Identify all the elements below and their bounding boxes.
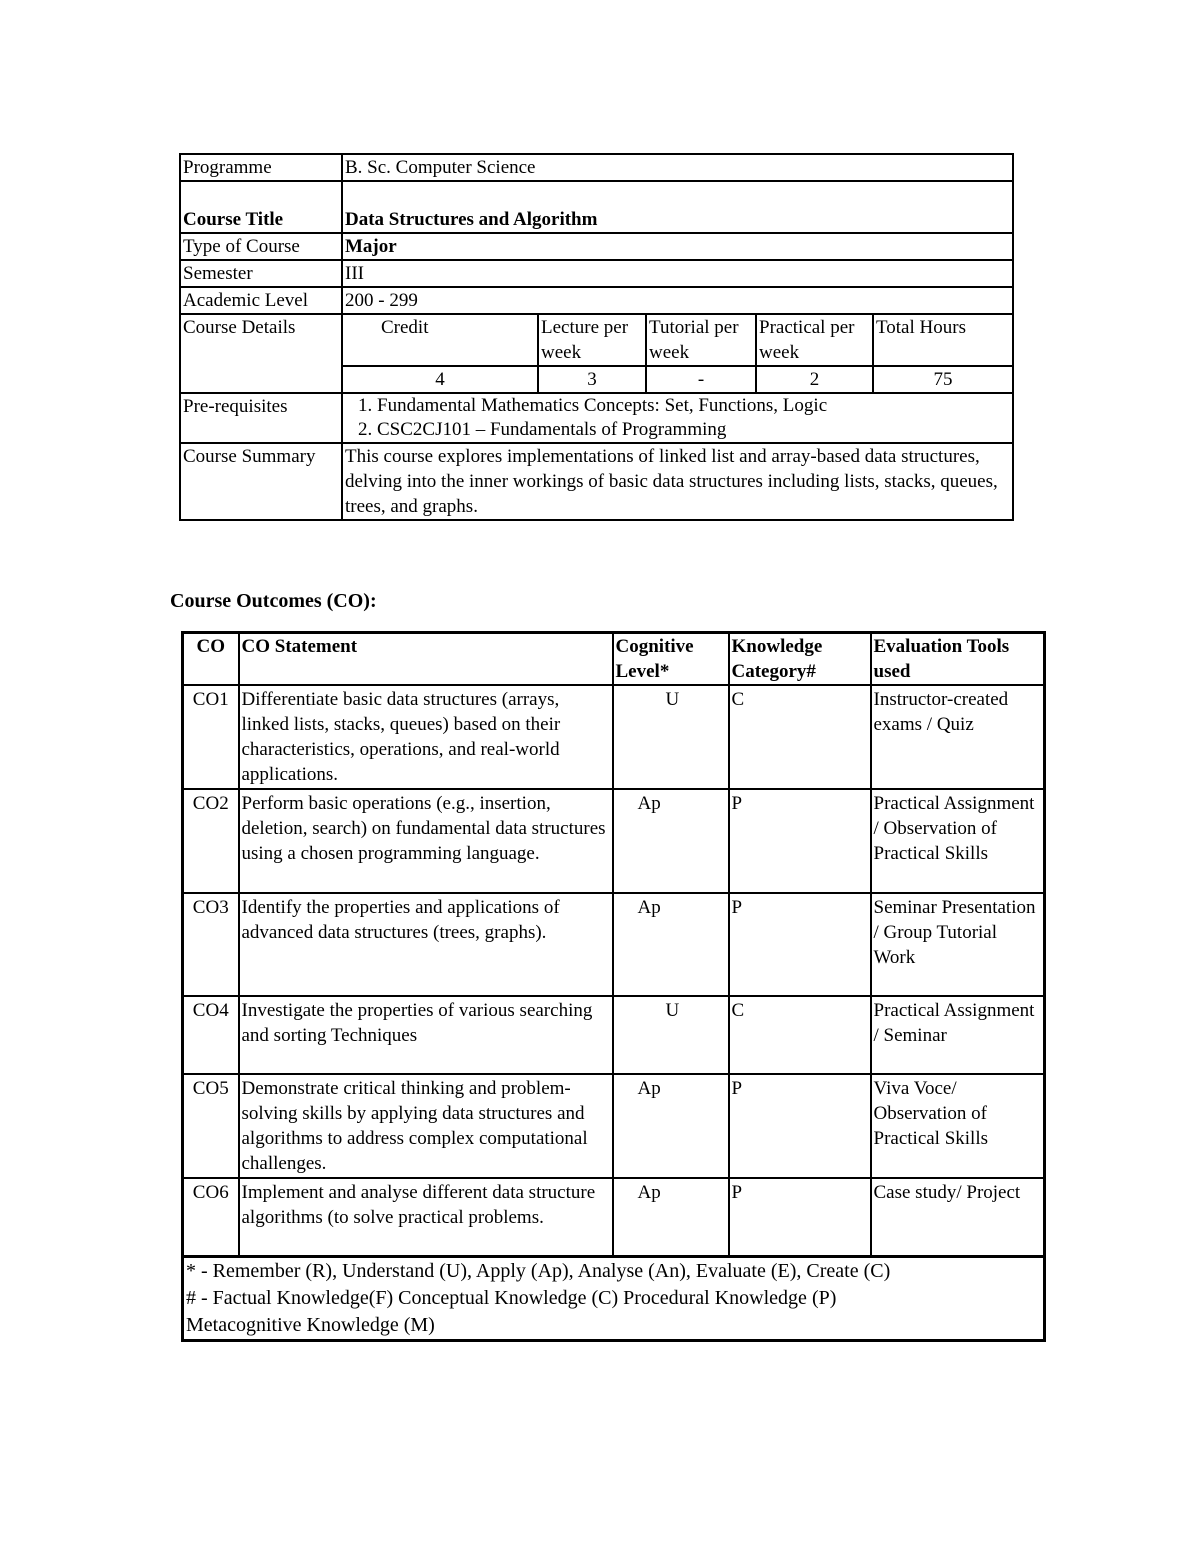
evaluation-tools: Seminar Presentation / Group Tutorial Work xyxy=(871,893,1045,996)
co-statement: Implement and analyse different data structure algorithms (to solve practical problems. xyxy=(239,1178,613,1256)
course-title-label: Course Title xyxy=(180,181,342,233)
course-details-header-row xyxy=(180,314,1013,366)
course-type-row xyxy=(180,233,1013,260)
semester-value: III xyxy=(342,260,1013,287)
co-id: CO1 xyxy=(183,685,239,789)
total-hours-value: 75 xyxy=(873,366,1013,393)
course-title-value: Data Structures and Algorithm xyxy=(342,181,1013,233)
programme-row xyxy=(180,154,1013,181)
programme-value: B. Sc. Computer Science xyxy=(342,154,1013,181)
knowledge-category-legend: # - Factual Knowledge(F) Conceptual Knowledge (C) Procedural Knowledge (P) Metacognitive Knowledge (M) xyxy=(186,1286,837,1336)
co-row xyxy=(183,789,1045,893)
co-row xyxy=(183,685,1045,789)
knowledge-category: P xyxy=(729,893,871,996)
course-details-label: Course Details xyxy=(180,314,342,393)
co-row xyxy=(183,893,1045,996)
knowledge-category: C xyxy=(729,685,871,789)
evaluation-tools: Practical Assignment / Seminar xyxy=(871,996,1045,1074)
co-statement: Identify the properties and applications of advanced data structures (trees, graphs). xyxy=(239,893,613,996)
co-statement: Perform basic operations (e.g., insertion, deletion, search) on fundamental data structures using a chosen programming language. xyxy=(239,789,613,893)
prerequisites-list xyxy=(345,394,1010,442)
course-type-value: Major xyxy=(342,233,1013,260)
prerequisites-row xyxy=(180,393,1013,443)
co-statement: Demonstrate critical thinking and problem-solving skills by applying data structures and algorithms to address complex computational challenges. xyxy=(239,1074,613,1178)
co-id: CO5 xyxy=(183,1074,239,1178)
co-row xyxy=(183,1178,1045,1256)
programme-label: Programme xyxy=(180,154,342,181)
course-summary-label: Course Summary xyxy=(180,443,342,520)
cognitive-level-header: Cognitive Level* xyxy=(613,633,729,686)
evaluation-tools: Case study/ Project xyxy=(871,1178,1045,1256)
cognitive-level-legend: * - Remember (R), Understand (U), Apply (Ap), Analyse (An), Evaluate (E), Create (C) xyxy=(186,1259,891,1282)
co-row xyxy=(183,1074,1045,1178)
course-info-table xyxy=(179,153,1014,521)
practical-value: 2 xyxy=(756,366,873,393)
evaluation-tools: Instructor-created exams / Quiz xyxy=(871,685,1045,789)
evaluation-tools: Viva Voce/ Observation of Practical Skills xyxy=(871,1074,1045,1178)
academic-level-value: 200 - 299 xyxy=(342,287,1013,314)
cognitive-level: U xyxy=(613,685,729,789)
prerequisite-item: 2. CSC2CJ101 – Fundamentals of Programming xyxy=(377,418,1010,442)
course-summary-value: This course explores implementations of linked list and array-based data structures, delving into the inner workings of basic data structures including lists, stacks, queues, trees, and graphs. xyxy=(342,443,1013,520)
course-outcomes-heading: Course Outcomes (CO): xyxy=(170,590,377,612)
co-statement: Investigate the properties of various searching and sorting Techniques xyxy=(239,996,613,1074)
knowledge-category: P xyxy=(729,1178,871,1256)
co-footnote xyxy=(183,1256,1045,1340)
cognitive-level: U xyxy=(613,996,729,1074)
academic-level-label: Academic Level xyxy=(180,287,342,314)
lecture-header: Lecture per week xyxy=(538,314,646,366)
knowledge-category: C xyxy=(729,996,871,1074)
practical-header: Practical per week xyxy=(756,314,873,366)
credit-value: 4 xyxy=(342,366,538,393)
co-header-row xyxy=(183,633,1045,686)
co-id: CO3 xyxy=(183,893,239,996)
knowledge-category-header: Knowledge Category# xyxy=(729,633,871,686)
co-statement-header: CO Statement xyxy=(239,633,613,686)
prerequisites-value xyxy=(342,393,1013,443)
co-id: CO2 xyxy=(183,789,239,893)
co-id: CO4 xyxy=(183,996,239,1074)
course-outcomes-table xyxy=(181,631,1046,1342)
co-id: CO6 xyxy=(183,1178,239,1256)
co-statement: Differentiate basic data structures (arrays, linked lists, stacks, queues) based on their characteristics, operations, and real-world applications. xyxy=(239,685,613,789)
knowledge-category: P xyxy=(729,1074,871,1178)
course-title-row xyxy=(180,181,1013,233)
cognitive-level: Ap xyxy=(613,1074,729,1178)
total-hours-header: Total Hours xyxy=(873,314,1013,366)
course-type-label: Type of Course xyxy=(180,233,342,260)
evaluation-tools: Practical Assignment / Observation of Practical Skills xyxy=(871,789,1045,893)
co-footnote-row xyxy=(183,1256,1045,1340)
cognitive-level: Ap xyxy=(613,893,729,996)
tutorial-value: - xyxy=(646,366,756,393)
semester-label: Semester xyxy=(180,260,342,287)
co-row xyxy=(183,996,1045,1074)
evaluation-tools-header: Evaluation Tools used xyxy=(871,633,1045,686)
prerequisites-label: Pre-requisites xyxy=(180,393,342,443)
tutorial-header: Tutorial per week xyxy=(646,314,756,366)
cognitive-level: Ap xyxy=(613,789,729,893)
cognitive-level: Ap xyxy=(613,1178,729,1256)
lecture-value: 3 xyxy=(538,366,646,393)
prerequisite-item: 1. Fundamental Mathematics Concepts: Set, Functions, Logic xyxy=(377,394,1010,418)
knowledge-category: P xyxy=(729,789,871,893)
credit-header: Credit xyxy=(342,314,538,366)
academic-level-row xyxy=(180,287,1013,314)
semester-row xyxy=(180,260,1013,287)
course-summary-row xyxy=(180,443,1013,520)
co-header: CO xyxy=(183,633,239,686)
